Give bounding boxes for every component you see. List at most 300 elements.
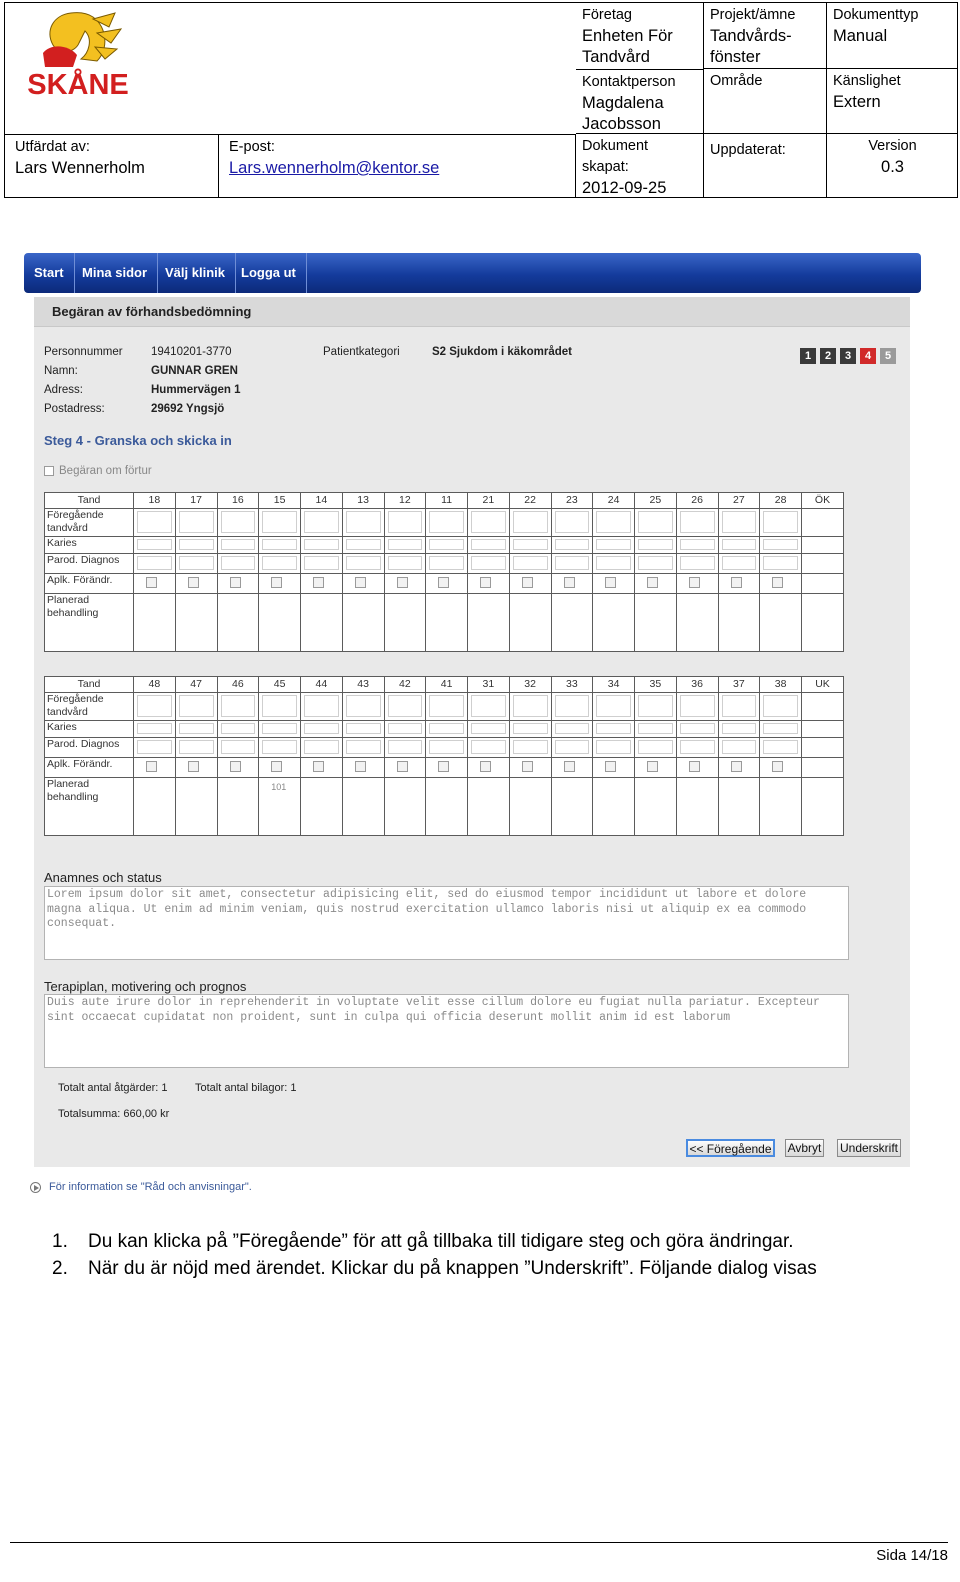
table-cell[interactable] [426, 693, 468, 721]
table-cell[interactable] [551, 721, 593, 738]
table-cell[interactable] [134, 758, 176, 778]
cell-input[interactable] [388, 723, 423, 734]
table-cell[interactable] [134, 554, 176, 574]
table-cell[interactable] [175, 509, 217, 537]
table-cell[interactable] [217, 778, 259, 836]
table-cell[interactable] [217, 693, 259, 721]
change-checkbox[interactable] [438, 577, 449, 588]
table-cell[interactable] [217, 758, 259, 778]
table-cell[interactable] [635, 509, 677, 537]
cell-input[interactable] [221, 695, 256, 717]
change-checkbox[interactable] [313, 761, 324, 772]
previous-button[interactable]: << Föregående [686, 1139, 775, 1157]
table-cell[interactable] [676, 721, 718, 738]
table-cell[interactable] [175, 721, 217, 738]
table-cell[interactable] [301, 758, 343, 778]
table-cell[interactable] [342, 554, 384, 574]
table-cell[interactable] [301, 537, 343, 554]
cell-input[interactable] [638, 723, 673, 734]
table-cell[interactable] [468, 758, 510, 778]
table-cell[interactable] [175, 758, 217, 778]
change-checkbox[interactable] [355, 761, 366, 772]
table-cell[interactable] [593, 594, 635, 652]
table-cell[interactable] [175, 537, 217, 554]
table-cell[interactable] [301, 574, 343, 594]
table-cell[interactable] [384, 738, 426, 758]
table-cell[interactable] [384, 537, 426, 554]
table-cell[interactable] [509, 574, 551, 594]
cell-input[interactable] [221, 539, 256, 550]
cell-input[interactable] [429, 723, 464, 734]
table-cell[interactable] [802, 693, 844, 721]
table-cell[interactable] [635, 574, 677, 594]
table-cell[interactable] [426, 554, 468, 574]
table-cell[interactable] [718, 721, 760, 738]
table-cell[interactable] [760, 693, 802, 721]
cell-input[interactable] [513, 511, 548, 533]
cell-input[interactable] [722, 723, 757, 734]
cell-input[interactable] [722, 556, 757, 570]
table-cell[interactable] [509, 554, 551, 574]
table-cell[interactable] [134, 574, 176, 594]
cell-input[interactable] [346, 723, 381, 734]
cell-input[interactable] [596, 695, 631, 717]
table-cell[interactable] [802, 758, 844, 778]
cell-input[interactable] [137, 723, 172, 734]
change-checkbox[interactable] [397, 761, 408, 772]
cell-input[interactable] [555, 695, 590, 717]
cell-input[interactable] [596, 539, 631, 550]
table-cell[interactable] [259, 554, 301, 574]
change-checkbox[interactable] [480, 577, 491, 588]
table-cell[interactable] [217, 537, 259, 554]
table-cell[interactable] [301, 721, 343, 738]
table-cell[interactable] [217, 509, 259, 537]
table-cell[interactable] [384, 778, 426, 836]
table-cell[interactable] [384, 758, 426, 778]
table-cell[interactable] [551, 537, 593, 554]
table-cell[interactable] [718, 778, 760, 836]
cell-input[interactable] [680, 556, 715, 570]
change-checkbox[interactable] [438, 761, 449, 772]
change-checkbox[interactable] [146, 577, 157, 588]
cell-input[interactable] [471, 695, 506, 717]
table-cell[interactable] [301, 554, 343, 574]
table-cell[interactable] [551, 738, 593, 758]
table-cell[interactable] [676, 554, 718, 574]
cell-input[interactable] [513, 723, 548, 734]
table-cell[interactable] [468, 738, 510, 758]
cell-input[interactable] [137, 740, 172, 754]
nav-valj-klinik[interactable]: Välj klinik [155, 253, 236, 293]
table-cell[interactable] [635, 594, 677, 652]
table-cell[interactable] [509, 693, 551, 721]
table-cell[interactable] [509, 594, 551, 652]
cell-input[interactable] [346, 695, 381, 717]
table-cell[interactable] [551, 778, 593, 836]
table-cell[interactable] [301, 509, 343, 537]
table-cell[interactable] [551, 693, 593, 721]
cell-input[interactable] [262, 539, 297, 550]
cell-input[interactable] [680, 723, 715, 734]
cell-input[interactable] [429, 695, 464, 717]
cell-input[interactable] [722, 740, 757, 754]
table-cell[interactable] [551, 758, 593, 778]
table-cell[interactable] [217, 594, 259, 652]
table-cell[interactable] [134, 778, 176, 836]
table-cell[interactable] [718, 574, 760, 594]
cell-input[interactable] [221, 556, 256, 570]
change-checkbox[interactable] [522, 761, 533, 772]
nav-logga-ut[interactable]: Logga ut [231, 253, 307, 293]
table-cell[interactable] [718, 594, 760, 652]
table-cell[interactable] [509, 721, 551, 738]
table-cell[interactable] [426, 738, 468, 758]
cancel-button[interactable]: Avbryt [785, 1139, 824, 1157]
table-cell[interactable] [384, 554, 426, 574]
table-cell[interactable] [593, 721, 635, 738]
table-cell[interactable] [175, 693, 217, 721]
cell-input[interactable] [137, 511, 172, 533]
table-cell[interactable] [676, 758, 718, 778]
cell-input[interactable] [680, 511, 715, 533]
table-cell[interactable] [509, 537, 551, 554]
change-checkbox[interactable] [647, 577, 658, 588]
cell-input[interactable] [346, 740, 381, 754]
cell-input[interactable] [513, 695, 548, 717]
change-checkbox[interactable] [230, 761, 241, 772]
cell-input[interactable] [555, 511, 590, 533]
cell-input[interactable] [638, 539, 673, 550]
change-checkbox[interactable] [313, 577, 324, 588]
table-cell[interactable] [175, 778, 217, 836]
cell-input[interactable] [638, 511, 673, 533]
table-cell[interactable] [301, 693, 343, 721]
change-checkbox[interactable] [355, 577, 366, 588]
table-cell[interactable] [259, 738, 301, 758]
cell-input[interactable] [471, 556, 506, 570]
table-cell[interactable] [342, 721, 384, 738]
cell-input[interactable] [137, 556, 172, 570]
table-cell[interactable] [676, 574, 718, 594]
table-cell[interactable] [384, 594, 426, 652]
cell-input[interactable] [388, 695, 423, 717]
table-cell[interactable] [760, 554, 802, 574]
cell-input[interactable] [346, 556, 381, 570]
table-cell[interactable] [593, 693, 635, 721]
cell-input[interactable] [179, 511, 214, 533]
table-cell[interactable] [342, 574, 384, 594]
table-cell[interactable] [259, 574, 301, 594]
table-cell[interactable] [593, 509, 635, 537]
anamnes-textarea[interactable]: Lorem ipsum dolor sit amet, consectetur adipisicing elit, sed do eiusmod tempor incididunt ut labore et dolore magna aliqua. Ut enim ad minim veniam, quis nostrud exercitation ullamco laboris nisi ut aliquip ex ea commodo consequat. [44, 886, 849, 960]
cell-input[interactable] [555, 556, 590, 570]
table-cell[interactable] [259, 537, 301, 554]
change-checkbox[interactable] [397, 577, 408, 588]
table-cell[interactable] [802, 778, 844, 836]
table-cell[interactable] [468, 693, 510, 721]
cell-input[interactable] [471, 723, 506, 734]
cell-input[interactable] [555, 740, 590, 754]
cell-input[interactable] [471, 539, 506, 550]
table-cell[interactable] [551, 574, 593, 594]
table-cell[interactable] [760, 738, 802, 758]
cell-input[interactable] [179, 740, 214, 754]
table-cell[interactable] [217, 574, 259, 594]
cell-input[interactable] [429, 556, 464, 570]
table-cell[interactable] [217, 738, 259, 758]
table-cell[interactable] [676, 738, 718, 758]
cell-input[interactable] [179, 556, 214, 570]
table-cell[interactable] [259, 758, 301, 778]
nav-start[interactable]: Start [24, 253, 75, 293]
table-cell[interactable] [175, 554, 217, 574]
cell-input[interactable] [429, 511, 464, 533]
cell-input[interactable] [179, 695, 214, 717]
table-cell[interactable] [718, 758, 760, 778]
table-cell[interactable] [259, 509, 301, 537]
cell-input[interactable] [680, 695, 715, 717]
change-checkbox[interactable] [689, 761, 700, 772]
cell-input[interactable] [763, 556, 798, 570]
change-checkbox[interactable] [689, 577, 700, 588]
table-cell[interactable] [593, 758, 635, 778]
table-cell[interactable] [676, 594, 718, 652]
step-4-current[interactable]: 4 [860, 348, 876, 364]
table-cell[interactable] [676, 537, 718, 554]
cell-input[interactable] [304, 723, 339, 734]
email-link[interactable]: Lars.wennerholm@kentor.se [229, 159, 440, 177]
table-cell[interactable] [468, 594, 510, 652]
step-3[interactable]: 3 [840, 348, 856, 364]
change-checkbox[interactable] [731, 577, 742, 588]
table-cell[interactable] [635, 738, 677, 758]
cell-input[interactable] [680, 539, 715, 550]
table-cell[interactable] [134, 509, 176, 537]
cell-input[interactable] [638, 556, 673, 570]
cell-input[interactable] [429, 539, 464, 550]
table-cell[interactable] [134, 693, 176, 721]
table-cell[interactable] [175, 594, 217, 652]
table-cell[interactable] [134, 721, 176, 738]
cell-input[interactable] [388, 511, 423, 533]
table-cell[interactable] [676, 509, 718, 537]
table-cell[interactable] [468, 537, 510, 554]
change-checkbox[interactable] [772, 577, 783, 588]
change-checkbox[interactable] [605, 577, 616, 588]
cell-input[interactable] [638, 695, 673, 717]
table-cell[interactable] [426, 509, 468, 537]
table-cell[interactable] [426, 758, 468, 778]
table-cell[interactable] [468, 554, 510, 574]
cell-input[interactable] [137, 695, 172, 717]
table-cell[interactable] [259, 721, 301, 738]
table-cell[interactable] [718, 738, 760, 758]
table-cell[interactable] [468, 778, 510, 836]
table-cell[interactable] [301, 778, 343, 836]
table-cell[interactable] [802, 554, 844, 574]
table-cell[interactable] [468, 721, 510, 738]
table-cell[interactable] [760, 721, 802, 738]
cell-input[interactable] [137, 539, 172, 550]
cell-input[interactable] [262, 740, 297, 754]
cell-input[interactable] [596, 723, 631, 734]
table-cell[interactable] [134, 594, 176, 652]
cell-input[interactable] [763, 740, 798, 754]
cell-input[interactable] [221, 723, 256, 734]
change-checkbox[interactable] [188, 577, 199, 588]
cell-input[interactable] [471, 511, 506, 533]
table-cell[interactable] [718, 509, 760, 537]
table-cell[interactable] [342, 537, 384, 554]
table-cell[interactable] [426, 574, 468, 594]
table-cell[interactable] [426, 537, 468, 554]
table-cell[interactable] [760, 594, 802, 652]
cell-input[interactable] [680, 740, 715, 754]
table-cell[interactable] [551, 509, 593, 537]
table-cell[interactable] [134, 537, 176, 554]
cell-input[interactable] [304, 539, 339, 550]
table-cell[interactable] [676, 693, 718, 721]
cell-input[interactable] [763, 723, 798, 734]
table-cell[interactable] [551, 594, 593, 652]
change-checkbox[interactable] [271, 577, 282, 588]
table-cell[interactable] [718, 537, 760, 554]
cell-input[interactable] [513, 539, 548, 550]
cell-input[interactable] [763, 511, 798, 533]
table-cell[interactable] [426, 721, 468, 738]
change-checkbox[interactable] [564, 761, 575, 772]
change-checkbox[interactable] [271, 761, 282, 772]
table-cell[interactable] [509, 509, 551, 537]
step-5[interactable]: 5 [880, 348, 896, 364]
table-cell[interactable] [802, 738, 844, 758]
cell-input[interactable] [304, 511, 339, 533]
cell-input[interactable] [304, 740, 339, 754]
table-cell[interactable] [802, 594, 844, 652]
table-cell[interactable] [802, 721, 844, 738]
cell-input[interactable] [346, 511, 381, 533]
table-cell[interactable] [175, 574, 217, 594]
table-cell[interactable] [134, 738, 176, 758]
table-cell[interactable] [342, 778, 384, 836]
table-cell[interactable] [760, 778, 802, 836]
table-cell[interactable] [718, 693, 760, 721]
cell-input[interactable] [346, 539, 381, 550]
change-checkbox[interactable] [480, 761, 491, 772]
table-cell[interactable] [802, 537, 844, 554]
table-cell[interactable] [259, 693, 301, 721]
table-cell[interactable] [593, 537, 635, 554]
change-checkbox[interactable] [731, 761, 742, 772]
cell-input[interactable] [763, 539, 798, 550]
table-cell[interactable] [718, 554, 760, 574]
table-cell[interactable] [342, 693, 384, 721]
cell-input[interactable] [555, 723, 590, 734]
table-cell[interactable] [760, 509, 802, 537]
cell-input[interactable] [763, 695, 798, 717]
change-checkbox[interactable] [522, 577, 533, 588]
table-cell[interactable] [426, 594, 468, 652]
table-cell[interactable] [301, 738, 343, 758]
cell-input[interactable] [596, 556, 631, 570]
step-2[interactable]: 2 [820, 348, 836, 364]
table-cell[interactable] [384, 509, 426, 537]
table-cell[interactable] [802, 574, 844, 594]
table-cell[interactable] [342, 738, 384, 758]
change-checkbox[interactable] [647, 761, 658, 772]
cell-input[interactable] [388, 556, 423, 570]
change-checkbox[interactable] [230, 577, 241, 588]
table-cell[interactable] [635, 721, 677, 738]
cell-input[interactable] [513, 556, 548, 570]
change-checkbox[interactable] [605, 761, 616, 772]
table-cell[interactable] [217, 721, 259, 738]
cell-input[interactable] [471, 740, 506, 754]
table-cell[interactable] [342, 758, 384, 778]
cell-input[interactable] [722, 539, 757, 550]
table-cell[interactable] [760, 537, 802, 554]
table-cell[interactable] [593, 574, 635, 594]
cell-input[interactable] [513, 740, 548, 754]
table-cell[interactable] [593, 738, 635, 758]
cell-input[interactable] [262, 511, 297, 533]
table-cell[interactable] [426, 778, 468, 836]
cell-input[interactable] [722, 511, 757, 533]
cell-input[interactable] [596, 511, 631, 533]
change-checkbox[interactable] [564, 577, 575, 588]
table-cell[interactable] [259, 778, 301, 836]
change-checkbox[interactable] [772, 761, 783, 772]
table-cell[interactable] [635, 554, 677, 574]
table-cell[interactable] [217, 554, 259, 574]
cell-input[interactable] [722, 695, 757, 717]
table-cell[interactable] [301, 594, 343, 652]
table-cell[interactable] [384, 721, 426, 738]
priority-checkbox[interactable] [44, 466, 54, 476]
table-cell[interactable] [384, 574, 426, 594]
info-note[interactable] [30, 1181, 252, 1193]
cell-input[interactable] [388, 740, 423, 754]
table-cell[interactable] [468, 509, 510, 537]
cell-input[interactable] [179, 723, 214, 734]
table-cell[interactable] [635, 758, 677, 778]
cell-input[interactable] [221, 740, 256, 754]
cell-input[interactable] [429, 740, 464, 754]
table-cell[interactable] [593, 778, 635, 836]
table-cell[interactable] [384, 693, 426, 721]
cell-input[interactable] [262, 695, 297, 717]
cell-input[interactable] [179, 539, 214, 550]
table-cell[interactable] [468, 574, 510, 594]
change-checkbox[interactable] [146, 761, 157, 772]
table-cell[interactable] [509, 778, 551, 836]
cell-input[interactable] [388, 539, 423, 550]
table-cell[interactable] [635, 537, 677, 554]
table-cell[interactable] [259, 594, 301, 652]
cell-input[interactable] [596, 740, 631, 754]
table-cell[interactable] [342, 509, 384, 537]
table-cell[interactable] [593, 554, 635, 574]
cell-input[interactable] [221, 511, 256, 533]
table-cell[interactable] [760, 574, 802, 594]
cell-input[interactable] [555, 539, 590, 550]
terapi-textarea[interactable]: Duis aute irure dolor in reprehenderit in voluptate velit esse cillum dolore eu fugiat nulla pariatur. Excepteur sint occaecat cupidatat non proident, sunt in culpa qui officia deserunt mollit anim id est laborum [44, 994, 849, 1068]
table-cell[interactable] [342, 594, 384, 652]
table-cell[interactable] [802, 509, 844, 537]
cell-input[interactable] [304, 556, 339, 570]
table-cell[interactable] [509, 758, 551, 778]
